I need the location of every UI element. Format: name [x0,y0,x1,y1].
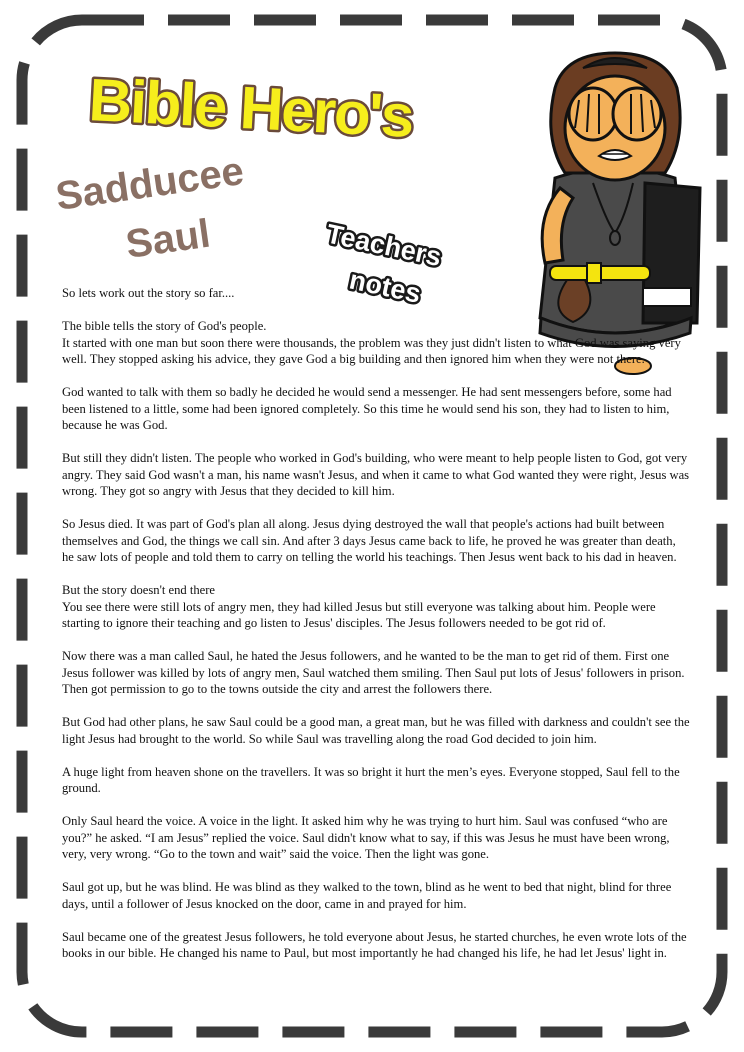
story-paragraph: The bible tells the story of God's people. [62,319,267,333]
badge-teachers: Teachers [323,218,445,273]
story-paragraph: But God had other plans, he saw Saul could be a good man, a great man, but he was filled with darkness and couldn't see the light Jesus had brought to the world. So while Saul was travelling along the road God decided to join him. [62,715,690,746]
story-paragraph: Only Saul heard the voice. A voice in the light. It asked him why he was trying to hurt him. Saul was confused “who are you?” he asked. “I am Jesus” replied the voice. Saul didn't know what to say, if this was Jesus he must have been wrong, very, very wrong. “Go to the town and wait” said the voice. Then the light was gone. [62,814,670,861]
story-paragraph: Saul got up, but he was blind. He was blind as they walked to the town, blind as he went to bed that night, blind for three days, until a follower of Jesus knocked on the door, came in and prayed for him. [62,880,672,911]
story-paragraph: So Jesus died. It was part of God's plan all along. Jesus dying destroyed the wall that people's actions had built between themselves and God, the things we call sin. And after 3 days Jesus came back to life, he proved he was greater than death, he saw lots of people and told them to carry on telling the world his teachings. Then Jesus went back to his dad in heaven. [62,517,677,564]
story-paragraph: Now there was a man called Saul, he hated the Jesus followers, and he wanted to be the man to get rid of them. First one Jesus follower was killed by lots of angry men, Saul watched them smiling. Then Saul put lots of Jesus' followers in prison. Then got permission to go to the towns outside the city and arrest the followers there. [62,649,685,696]
story-paragraph: Saul became one of the greatest Jesus followers, he told everyone about Jesus, he started churches, he even wrote lots of the books in our bible. He changed his name to Paul, but most importantly he had changed his life, he had let Jesus' light in. [62,929,687,960]
story-paragraph: You see there were still lots of angry men, they had killed Jesus but still everyone was talking about him. People were starting to ignore their teaching and go listen to Jesus' disciples. The Jesus followers needed to be got rid of. [62,599,656,630]
story-paragraph: But still they didn't listen. The people who worked in God's building, who were meant to help people listen to God, got very angry. They said God wasn't a man, his name wasn't Jesus, and when it came to what God wanted they were right, Jesus was wrong. They got so angry with Jesus that they decided to kill him. [62,451,690,498]
story-paragraph: A huge light from heaven shone on the travellers. It was so bright it hurt the men’s eyes. Everyone stopped, Saul fell to the ground. [62,764,680,795]
story-paragraph: It started with one man but soon there were thousands, the problem was they just didn't listen to what God was saying very well. They stopped asking his advice, they gave God a big building and then ignored him when they were not there. [62,335,681,366]
story-intro: So lets work out the story so far.... [62,286,235,300]
badge-notes: notes [346,264,424,309]
story-text [62,285,690,978]
subtitle-sadducee: Sadducee [53,149,247,219]
story-paragraph: God wanted to talk with them so badly he decided he would send a messenger. He had sent messengers before, some had been listened to a little, some had been ignored completely. So this time he would send his son, they had to listen to him, because he was God. [62,385,672,432]
story-paragraph: But the story doesn't end there [62,583,216,597]
main-title: Bible Hero's [87,66,415,150]
subtitle-saul: Saul [123,211,213,267]
